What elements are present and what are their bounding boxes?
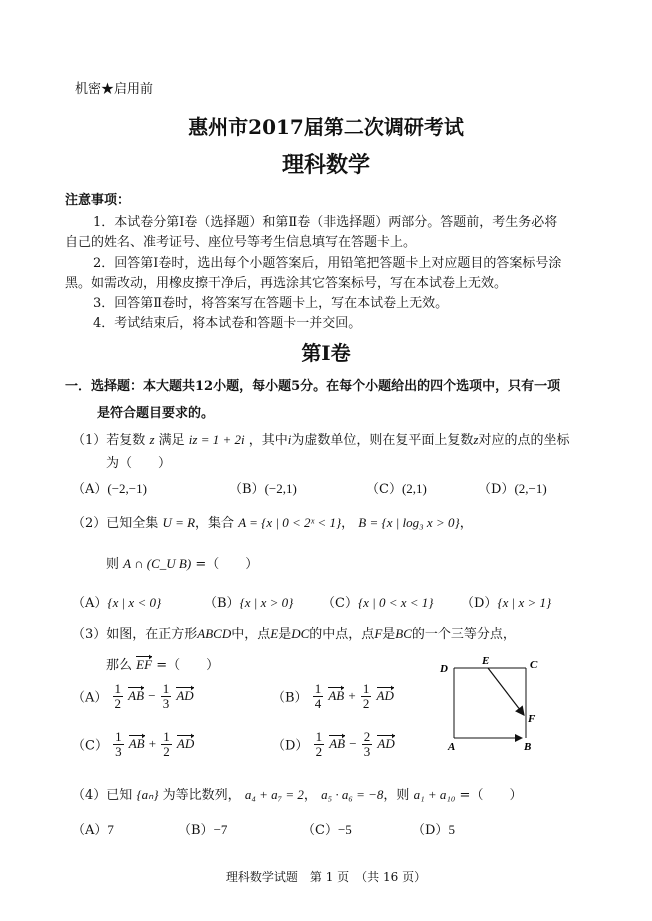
- q2-option-b[interactable]: （B）{x | x > 0}: [204, 595, 294, 611]
- vector-ef: [488, 668, 524, 715]
- notice-line-6: 4．考试结束后，将本试卷和答题卡一并交回。: [93, 316, 362, 331]
- notice-line-4: 黑。如需改动，用橡皮擦干净后，再选涂其它答案标号，写在本试卷上无效。: [65, 276, 508, 291]
- q3-option-a[interactable]: （A） $\frac{1}{2}$ AB − $\frac{1}{3}$ AD: [72, 681, 194, 711]
- q2-option-a[interactable]: （A）{x | x < 0}: [72, 595, 162, 611]
- question-1-stem-line2: 为（ ）: [106, 456, 172, 471]
- q2-option-c[interactable]: （C）{x | 0 < x < 1}: [322, 595, 434, 611]
- q4-option-a[interactable]: （A）7: [72, 822, 114, 838]
- secret-label: 机密★启用前: [75, 82, 154, 97]
- question-3-stem: （3）如图，在正方形ABCD中，点E是DC的中点，点F是BC的一个三等分点，: [72, 626, 516, 642]
- q4-option-c[interactable]: （C）−5: [302, 822, 352, 838]
- question-3-stem-line2: 那么 EF =（ ）: [106, 657, 220, 673]
- q3-option-d[interactable]: （D） $\frac{1}{2}$ AB − $\frac{2}{3}$ AD: [272, 729, 395, 759]
- q1-option-a[interactable]: （A）(−2,−1): [72, 481, 147, 497]
- label-b: B: [524, 741, 532, 752]
- question-2-stem: （2）已知全集 U = R，集合 A = {x | 0 < 2ˣ < 1}， B = {x | log₃ x > 0}，: [72, 515, 473, 531]
- label-f: F: [528, 713, 536, 725]
- label-c: C: [530, 659, 538, 671]
- label-d: D: [440, 663, 448, 675]
- label-a: A: [448, 741, 456, 752]
- question-4-stem: （4）已知 {aₙ} 为等比数列， a₄ + a₇ = 2， a₅ · a₆ = −8，则 a₁ + a₁₀ =（ ）: [72, 787, 523, 803]
- q4-option-d[interactable]: （D）5: [412, 822, 455, 838]
- notice-heading: 注意事项：: [65, 193, 131, 208]
- section-heading-line1: 一．选择题：本大题共12小题，每小题5分。在每个小题给出的四个选项中，只有一项: [65, 379, 561, 394]
- q3-option-c[interactable]: （C） $\frac{1}{3}$ AB + $\frac{1}{2}$ AD: [72, 729, 195, 759]
- square-figure: [438, 652, 548, 752]
- notice-line-3: 2．回答第Ⅰ卷时，选出每个小题答案后，用铅笔把答题卡上对应题目的答案标号涂: [93, 256, 562, 271]
- question-1-stem: （1）若复数 z 满足 iz = 1 + 2i ，其中i为虚数单位，则在复平面上复数z对应的点的坐标: [72, 432, 570, 448]
- notice-line-5: 3．回答第Ⅱ卷时，将答案写在答题卡上，写在本试卷上无效。: [93, 296, 449, 311]
- subject-title: 理科数学: [281, 152, 370, 178]
- q1-option-d[interactable]: （D）(2,−1): [478, 481, 547, 497]
- label-e: E: [482, 655, 490, 667]
- q1-option-c[interactable]: （C）(2,1): [366, 481, 427, 497]
- part-title: 第Ⅰ卷: [301, 341, 351, 365]
- q1-option-b[interactable]: （B）(−2,1): [229, 481, 297, 497]
- notice-line-1: 1．本试卷分第Ⅰ卷（选择题）和第Ⅱ卷（非选择题）两部分。答题前，考生务必将: [93, 215, 558, 230]
- q4-option-b[interactable]: （B）−7: [178, 822, 228, 838]
- q3-option-b[interactable]: （B） $\frac{1}{4}$ AB + $\frac{1}{2}$ AD: [272, 681, 394, 711]
- page-footer: 理科数学试题 第 1 页 （共 16 页）: [225, 870, 427, 884]
- section-heading-line2: 是符合题目要求的。: [97, 406, 215, 421]
- notice-line-2: 自己的姓名、准考证号、座位号等考生信息填写在答题卡上。: [65, 235, 417, 250]
- q2-option-d[interactable]: （D）{x | x > 1}: [461, 595, 552, 611]
- exam-title: 惠州市2017届第二次调研考试: [188, 115, 464, 139]
- question-2-stem-line2: 则 A ∩ (C_U B) =（ ）: [106, 556, 259, 572]
